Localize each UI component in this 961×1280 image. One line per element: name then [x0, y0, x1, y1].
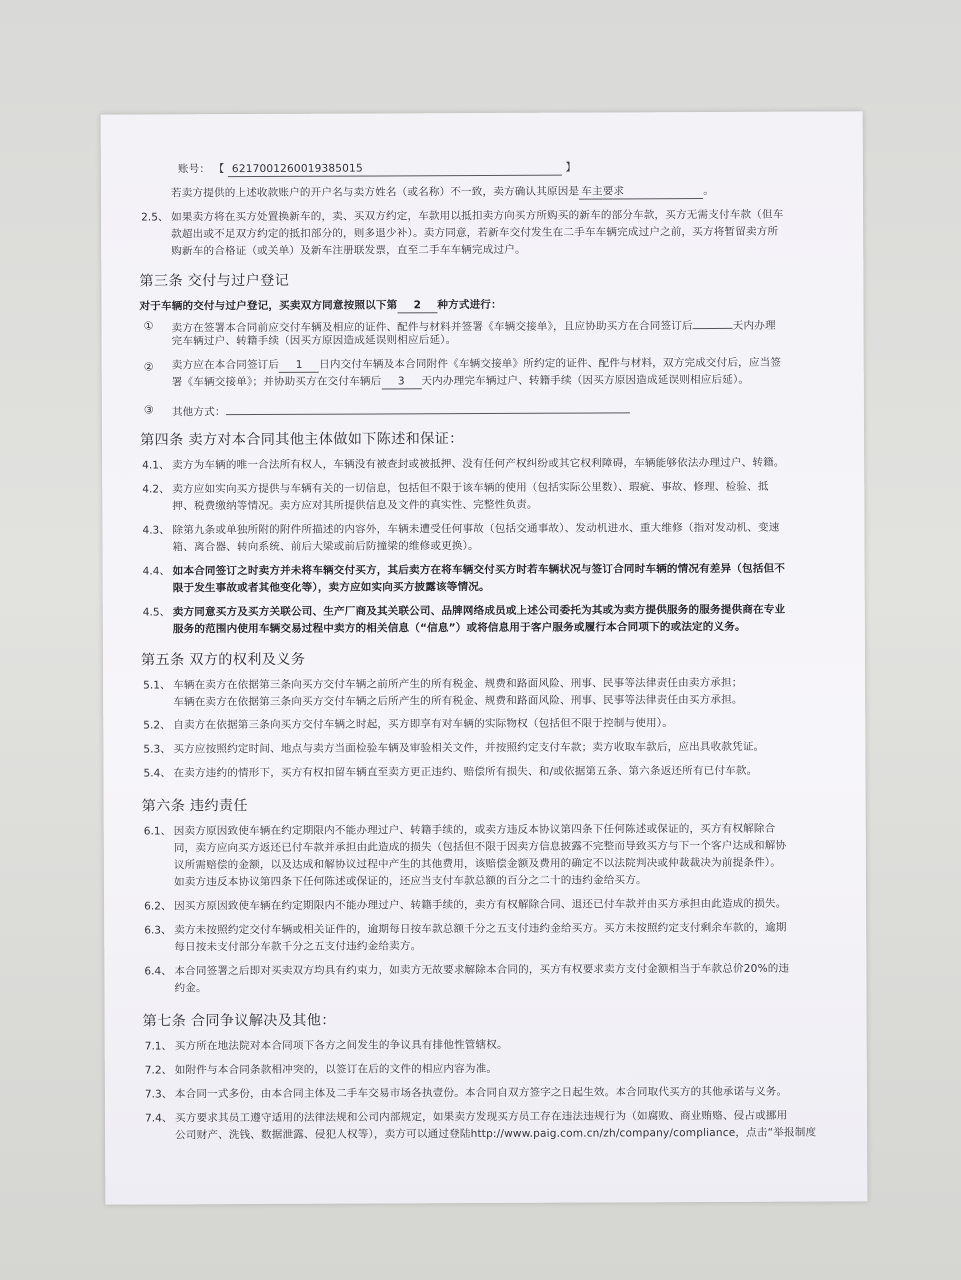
- option-1-line-2: 完车辆过户、转籍手续（因买方原因造成延误则相应后延）。: [171, 334, 457, 348]
- clause-5-2-line-1: 自卖方在依据第三条向买方交付车辆之时起，买方即享有对车辆的实际物权（包括但不限于控制与使用）。: [173, 717, 673, 732]
- clause-7-4-line-2: 公司财产、洗钱、数据泄露、侵犯人权等），卖方可以通过登陆http://www.paig.com.cn/zh/company/compliance，点击“举报制度: [175, 1126, 817, 1142]
- account-mismatch-line: [171, 185, 714, 201]
- mismatch-reason-field: 车主要求: [579, 185, 703, 200]
- article-6-heading: 第六条 违约责任: [141, 798, 248, 815]
- option-3-mark: ③: [143, 403, 154, 417]
- clause-7-3-line-1: 本合同一式多份，由本合同主体及二手车交易市场各执壹份。本合同自双方签字之日起生效。本合同取代买方的其他承诺与义务。: [174, 1085, 788, 1101]
- clause-number: 7.2、: [144, 1064, 173, 1077]
- clause-6-4-line-2: 约金。: [174, 982, 207, 995]
- clause-number: 6.4、: [144, 965, 172, 978]
- clause-number: 6.2、: [144, 900, 172, 913]
- clause-6-1-line-3: 议所需赔偿的金额，以及达成和解协议过程中产生的其他费用，该赔偿金额及费用的确定不以法院判决或仲裁裁决为前提条件）。: [173, 856, 782, 872]
- clause-2-5-line-1: 如果卖方将在买方处置换新车的，卖、买双方约定，车款用以抵扣卖方向买方所购买的新车的部分车款，买方无需支付车款（但车: [171, 208, 784, 224]
- clause-4-3-line-1: 除第九条或单独所附的附件所描述的内容外，车辆未遭受任何事故（包括交通事故）、发动机进水、重大维修（指对发动机、变速: [172, 521, 780, 537]
- article-4-heading: 第四条 卖方对本合同其他主体做如下陈述和保证：: [140, 431, 464, 449]
- clause-4-4-line-2: 限于发生事故或者其他变化等），卖方应如实向买方披露该等情况。: [172, 580, 490, 595]
- clause-4-5-line-1: 卖方同意买方及买方关联公司、生产厂商及其关联公司、品牌网络成员或上述公司委托为其或为卖方提供服务的服务提供商在专业: [172, 603, 786, 619]
- article-3-heading: 第三条 交付与过户登记: [139, 272, 290, 290]
- clause-number: 4.4、: [142, 565, 171, 578]
- clause-5-4-line-1: 在卖方违约的情形下，买方有权扣留车辆直至卖方更正违约、赔偿所有损失、和/或依据第五条、第六条返还所有已付车款。: [173, 764, 758, 780]
- account-bracket-close: 】: [565, 161, 577, 174]
- clause-6-1-line-2: 同，卖方应向买方返还已付车款并承担由此造成的损失（包括但不限于因卖方信息披露不完整而导致买方与下一个客户达成和解协: [173, 839, 787, 855]
- option-1-text-end: 天内办理: [732, 319, 776, 332]
- clause-4-1-line-1: 卖方为车辆的唯一合法所有权人，车辆没有被查封或被抵押、没有任何产权纠纷或其它权利障碍，车辆能够依法办理过户、转籍。: [172, 456, 785, 472]
- clause-4-3-line-2: 箱、离合器、转向系统、前后大梁或前后防撞梁的维修或更换）。: [172, 540, 479, 554]
- contract-page: [101, 111, 868, 1204]
- clause-number: 4.5、: [142, 606, 171, 619]
- clause-number: 4.2、: [142, 483, 170, 496]
- option-2-transfer-days-field: 3: [381, 375, 421, 389]
- clause-number: 5.1、: [143, 679, 171, 692]
- clause-number: 5.3、: [143, 743, 171, 756]
- delivery-option-field: 2: [397, 299, 437, 313]
- clause-number: 4.3、: [142, 524, 170, 537]
- option-1-text: 卖方在签署本合同前应交付车辆及相应的证件、配件与材料并签署《车辆交接单》，且应协助买方在合同签订后: [171, 320, 693, 335]
- option-2-text: 卖方应在本合同签订后: [171, 358, 280, 372]
- article-3-intro: [139, 299, 501, 315]
- option-1-line-1: [172, 316, 776, 336]
- clause-number: 6.1、: [143, 825, 172, 838]
- clause-number: 2.5、: [141, 211, 169, 224]
- clause-2-5-line-2: 款超出或不足双方约定的抵扣部分的，则多退少补）。卖方同意，若新车交付发生在二手车车辆完成过户之前，买方将暂留卖方所: [171, 225, 779, 241]
- clause-number: 5.2、: [143, 719, 171, 732]
- account-number-field: 6217001260019385015: [228, 162, 562, 177]
- option-2-text-end: 天内办理完车辆过户、转籍手续（因买方原因造成延误则相应后延）。: [421, 373, 750, 388]
- clause-7-1-line-1: 买方所在地法院对本合同项下各方之间发生的争议具有排他性管辖权。: [174, 1038, 508, 1053]
- clause-6-1-line-1: 因卖方原因致使车辆在约定期限内不能办理过户、转籍手续的，或卖方违反本协议第四条下任何陈述或保证的，买方有权解除合: [173, 822, 776, 838]
- clause-4-2-line-1: 卖方应如实向买方提供与车辆有关的一切信息，包括但不限于该车辆的使用（包括实际公里数）、瑕疵、事故、修理、检验、抵: [172, 480, 769, 496]
- option-1-days-field: [693, 316, 733, 329]
- clause-number: 7.3、: [144, 1088, 173, 1101]
- option-3-label: 其他方式：: [171, 406, 226, 419]
- option-2-text-mid: 日内交付车辆及本合同附件《车辆交接单》所约定的证件、配件与材料，双方完成交付后，应当签: [319, 356, 782, 371]
- clause-number: 5.4、: [143, 767, 171, 780]
- clause-4-4-line-1: 如本合同签订之时卖方并未将车辆交付买方，其后卖方在将车辆交付买方时若车辆状况与签订合同时车辆的情况有差异（包括但不: [172, 562, 786, 578]
- clause-7-2-line-1: 如附件与本合同条款相冲突的，以签订在后的文件的相应内容为准。: [174, 1062, 498, 1077]
- clause-6-4-line-1: 本合同签署之后即对买卖双方均具有约束力，如卖方无故要求解除本合同的，买方有权要求卖方支付金额相当于车款总价20%的违: [174, 962, 790, 978]
- clause-number: 7.1、: [144, 1040, 173, 1053]
- account-label: 账号：: [177, 163, 211, 176]
- article-5-heading: 第五条 双方的权利及义务: [140, 651, 306, 669]
- option-2-line-1: [172, 357, 781, 374]
- clause-5-1-line-2: 车辆在卖方在依据第三条向买方交付车辆之后所产生的所有税金、规费和路面风险、刑事、民事等法律责任由买方承担。: [173, 693, 743, 709]
- clause-4-5-line-2: 服务的范围内使用车辆交易过程中卖方的相关信息（“信息”）或将信息用于客户服务或履行本合同项下的或法定的义务。: [172, 620, 746, 636]
- clause-4-2-line-2: 押、税费缴纳等情况。卖方应对其所提供信息及文件的真实性、完整性负责。: [172, 498, 538, 513]
- option-3-line: [172, 400, 630, 419]
- clause-6-1-line-4: 如卖方违反本协议第四条下任何陈述或保证的，还应当支付车款总额的百分之二十的违约金给买方。: [173, 874, 647, 889]
- clause-5-3-line-1: 买方应按照约定时间、地点与卖方当面检验车辆及审验相关文件，并按照约定支付车款；卖方收取车款后，应出具收款凭证。: [173, 740, 765, 756]
- option-1-mark: ①: [143, 319, 154, 333]
- mismatch-end: 。: [703, 184, 715, 198]
- clause-number: 6.3、: [144, 924, 172, 937]
- account-line: [178, 162, 576, 178]
- clause-6-2-line-1: 因买方原因致使车辆在约定期限内不能办理过户、转籍手续的，卖方有权解除合同、退还已付车款并由买方承担由此造成的损失。: [174, 897, 787, 913]
- option-2-line-2: [172, 374, 749, 391]
- clause-number: 7.4、: [144, 1112, 173, 1125]
- intro-text: 对于车辆的交付与过户登记，买卖双方同意按照以下第: [139, 299, 398, 313]
- clause-2-5-line-3: 购新车的合格证（或关单）及新车注册联发票，直至二手车车辆完成过户。: [171, 243, 526, 258]
- clause-6-3-line-1: 卖方未按照约定交付车辆或相关证件的，逾期每日按车款总额千分之五支付违约金给买方。买方未按照约定支付剩余车款的，逾期: [174, 921, 787, 937]
- option-2-text-2: 署《车辆交接单》；并协助买方在交付车辆后: [171, 375, 382, 389]
- clause-6-3-line-2: 每日按未支付部分车款千分之五支付违约金给卖方。: [174, 940, 422, 954]
- mismatch-text: 若卖方提供的上述收款账户的开户名与卖方姓名（或名称）不一致，卖方确认其原因是: [170, 185, 580, 200]
- option-2-days-field: 1: [279, 359, 319, 373]
- article-7-heading: 第七条 合同争议解决及其他：: [142, 1012, 336, 1030]
- clause-7-4-line-1: 买方要求其员工遵守适用的法律法规和公司内部规定，如果卖方发现买方员工存在违法违规行为（如腐败、商业贿赂、侵占或挪用: [174, 1109, 788, 1125]
- option-3-other-field: [226, 400, 630, 415]
- clause-5-1-line-1: 车辆在卖方在依据第三条向买方交付车辆之前所产生的所有税金、规费和路面风险、刑事、民事等法律责任由卖方承担；: [173, 676, 743, 692]
- intro-text-end: 种方式进行：: [437, 298, 502, 312]
- option-2-mark: ②: [143, 360, 154, 374]
- clause-number: 4.1、: [142, 459, 170, 472]
- account-bracket-open: 【: [213, 163, 225, 176]
